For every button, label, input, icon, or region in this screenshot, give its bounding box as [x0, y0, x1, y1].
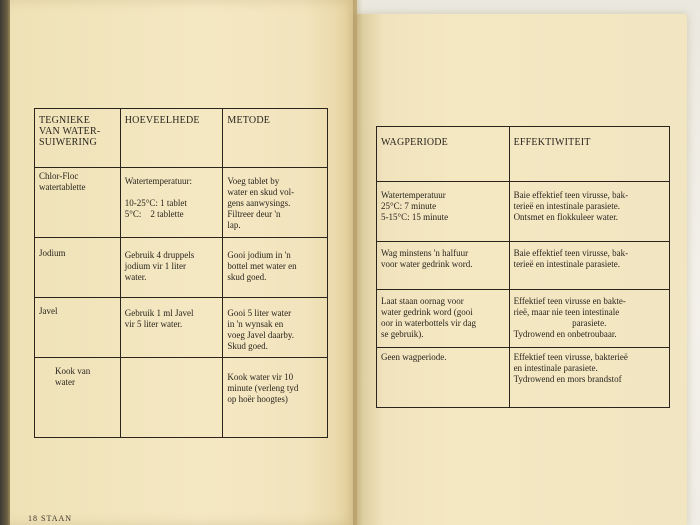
header-wagperiode: WAGPERIODE [377, 127, 510, 182]
cell-hoeveelhede: Watertemperatuur: 10-25°C: 1 tablet 5°C: 2 tablette [120, 168, 223, 238]
cell-effektiwiteit: Effektief teen virusse, bakterieë en intestinale parasiete. Tydrowend en mors brandstof [509, 348, 669, 408]
cell-tegniek: Javel [35, 298, 121, 358]
header-tegnieke: TEGNIEKE VAN WATER- SUIWERING [35, 109, 121, 168]
table-header-row [35, 109, 328, 168]
cell-wagperiode: Watertemperatuur 25°C: 7 minute 5-15°C: 15 minute [377, 182, 510, 242]
cell-effektiwiteit: Baie effektief teen virusse, bak- terieë en intestinale parasiete. Ontsmet en flokkuleer water. [509, 182, 669, 242]
cell-metode: Voeg tablet by water en skud vol- gens aanwysings. Filtreer deur 'n lap. [223, 168, 328, 238]
book-gutter [353, 0, 363, 525]
table-row [35, 358, 328, 438]
header-hoeveelhede: HOEVEELHEDE [120, 109, 223, 168]
cell-wagperiode: Laat staan oornag voor water gedrink word (gooi oor in waterbottels vir dag se gebruik). [377, 290, 510, 348]
cell-effektiwiteit: Effektief teen virusse en bakte- rieë, maar nie teen intestinale parasiete. Tydrowend en onbetroubaar. [509, 290, 669, 348]
cell-tegniek: Jodium [35, 238, 121, 298]
waiting-period-effectiveness-table [376, 126, 670, 408]
cell-metode: Kook water vir 10 minute (verleng tyd op hoër hoogtes) [223, 358, 328, 438]
cell-wagperiode: Wag minstens 'n halfuur voor water gedrink word. [377, 242, 510, 290]
cell-metode: Gooi 5 liter water in 'n wynsak en voeg Javel daarby. Skud goed. [223, 298, 328, 358]
table-row [377, 182, 670, 242]
cell-hoeveelhede-empty [120, 358, 223, 438]
cell-hoeveelhede: Gebruik 4 druppels jodium vir 1 liter water. [120, 238, 223, 298]
cell-effektiwiteit: Baie effektief teen virusse, bak- terieë en intestinale parasiete. [509, 242, 669, 290]
header-metode: METODE [223, 109, 328, 168]
table-row [35, 238, 328, 298]
header-effektiwiteit: EFFEKTIWITEIT [509, 127, 669, 182]
table-row [377, 348, 670, 408]
table-row [377, 290, 670, 348]
table-header-row [377, 127, 670, 182]
cell-wagperiode: Geen wagperiode. [377, 348, 510, 408]
cell-metode: Gooi jodium in 'n bottel met water en skud goed. [223, 238, 328, 298]
table-row [35, 168, 328, 238]
page-footer-text: 18 STAAN [28, 514, 73, 523]
table-row [377, 242, 670, 290]
cell-hoeveelhede: Gebruik 1 ml Javel vir 5 liter water. [120, 298, 223, 358]
cell-tegniek: Kook van water [35, 358, 121, 438]
cell-tegniek: Chlor-Floc watertablette [35, 168, 121, 238]
table-row [35, 298, 328, 358]
water-purification-methods-table [34, 108, 328, 438]
